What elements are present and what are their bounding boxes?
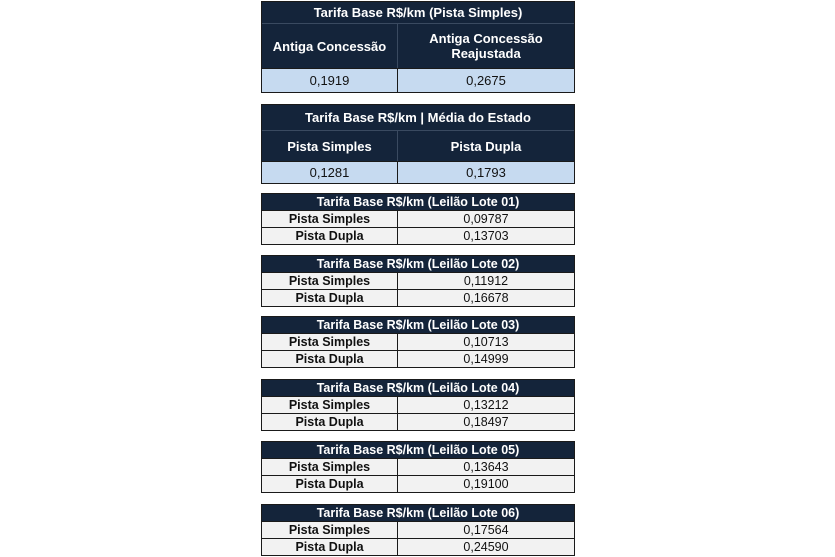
table-title: Tarifa Base R$/km (Leilão Lote 01)	[262, 194, 574, 210]
value-cell: 0,13212	[397, 397, 574, 413]
row-label: Pista Dupla	[262, 351, 397, 367]
value-cell: 0,14999	[397, 351, 574, 367]
value-cell: 0,1919	[262, 69, 397, 92]
row-label: Pista Dupla	[262, 414, 397, 430]
table-lote-06	[261, 504, 575, 556]
table-media-estado	[261, 104, 575, 184]
table-row	[262, 272, 574, 289]
table-row	[262, 396, 574, 413]
table-title: Tarifa Base R$/km (Leilão Lote 04)	[262, 380, 574, 396]
value-cell: 0,18497	[397, 414, 574, 430]
row-label: Pista Simples	[262, 211, 397, 227]
table-lote-05	[261, 441, 575, 493]
value-cell: 0,11912	[397, 273, 574, 289]
value-cell: 0,19100	[397, 476, 574, 492]
table-row	[262, 333, 574, 350]
value-cell: 0,1281	[262, 162, 397, 183]
table-row	[262, 210, 574, 227]
header-row	[262, 24, 574, 68]
table-title: Tarifa Base R$/km (Leilão Lote 06)	[262, 505, 574, 521]
table-lote-03	[261, 316, 575, 368]
value-cell: 0,09787	[397, 211, 574, 227]
table-title: Tarifa Base R$/km | Média do Estado	[262, 105, 574, 131]
row-label: Pista Dupla	[262, 476, 397, 492]
row-label: Pista Simples	[262, 397, 397, 413]
table-title: Tarifa Base R$/km (Pista Simples)	[262, 2, 574, 24]
value-row	[262, 68, 574, 92]
column-header: Pista Simples	[262, 131, 397, 161]
value-cell: 0,1793	[397, 162, 574, 183]
value-cell: 0,17564	[397, 522, 574, 538]
row-label: Pista Dupla	[262, 290, 397, 306]
column-header: Antiga Concessão	[262, 24, 397, 68]
table-row	[262, 538, 574, 555]
table-row	[262, 227, 574, 244]
row-label: Pista Simples	[262, 459, 397, 475]
table-row	[262, 350, 574, 367]
table-row	[262, 475, 574, 492]
row-label: Pista Simples	[262, 334, 397, 350]
table-row	[262, 521, 574, 538]
table-title: Tarifa Base R$/km (Leilão Lote 05)	[262, 442, 574, 458]
value-cell: 0,13703	[397, 228, 574, 244]
column-header: Pista Dupla	[397, 131, 574, 161]
table-antiga-concessao	[261, 1, 575, 93]
row-label: Pista Dupla	[262, 539, 397, 555]
row-label: Pista Simples	[262, 522, 397, 538]
value-cell: 0,2675	[397, 69, 574, 92]
header-row	[262, 131, 574, 161]
value-cell: 0,24590	[397, 539, 574, 555]
table-title: Tarifa Base R$/km (Leilão Lote 02)	[262, 256, 574, 272]
table-row	[262, 289, 574, 306]
value-cell: 0,16678	[397, 290, 574, 306]
table-title: Tarifa Base R$/km (Leilão Lote 03)	[262, 317, 574, 333]
row-label: Pista Simples	[262, 273, 397, 289]
column-header: Antiga Concessão Reajustada	[397, 24, 574, 68]
value-row	[262, 161, 574, 183]
row-label: Pista Dupla	[262, 228, 397, 244]
value-cell: 0,13643	[397, 459, 574, 475]
value-cell: 0,10713	[397, 334, 574, 350]
table-lote-01	[261, 193, 575, 245]
table-row	[262, 413, 574, 430]
table-lote-02	[261, 255, 575, 307]
table-row	[262, 458, 574, 475]
table-lote-04	[261, 379, 575, 431]
